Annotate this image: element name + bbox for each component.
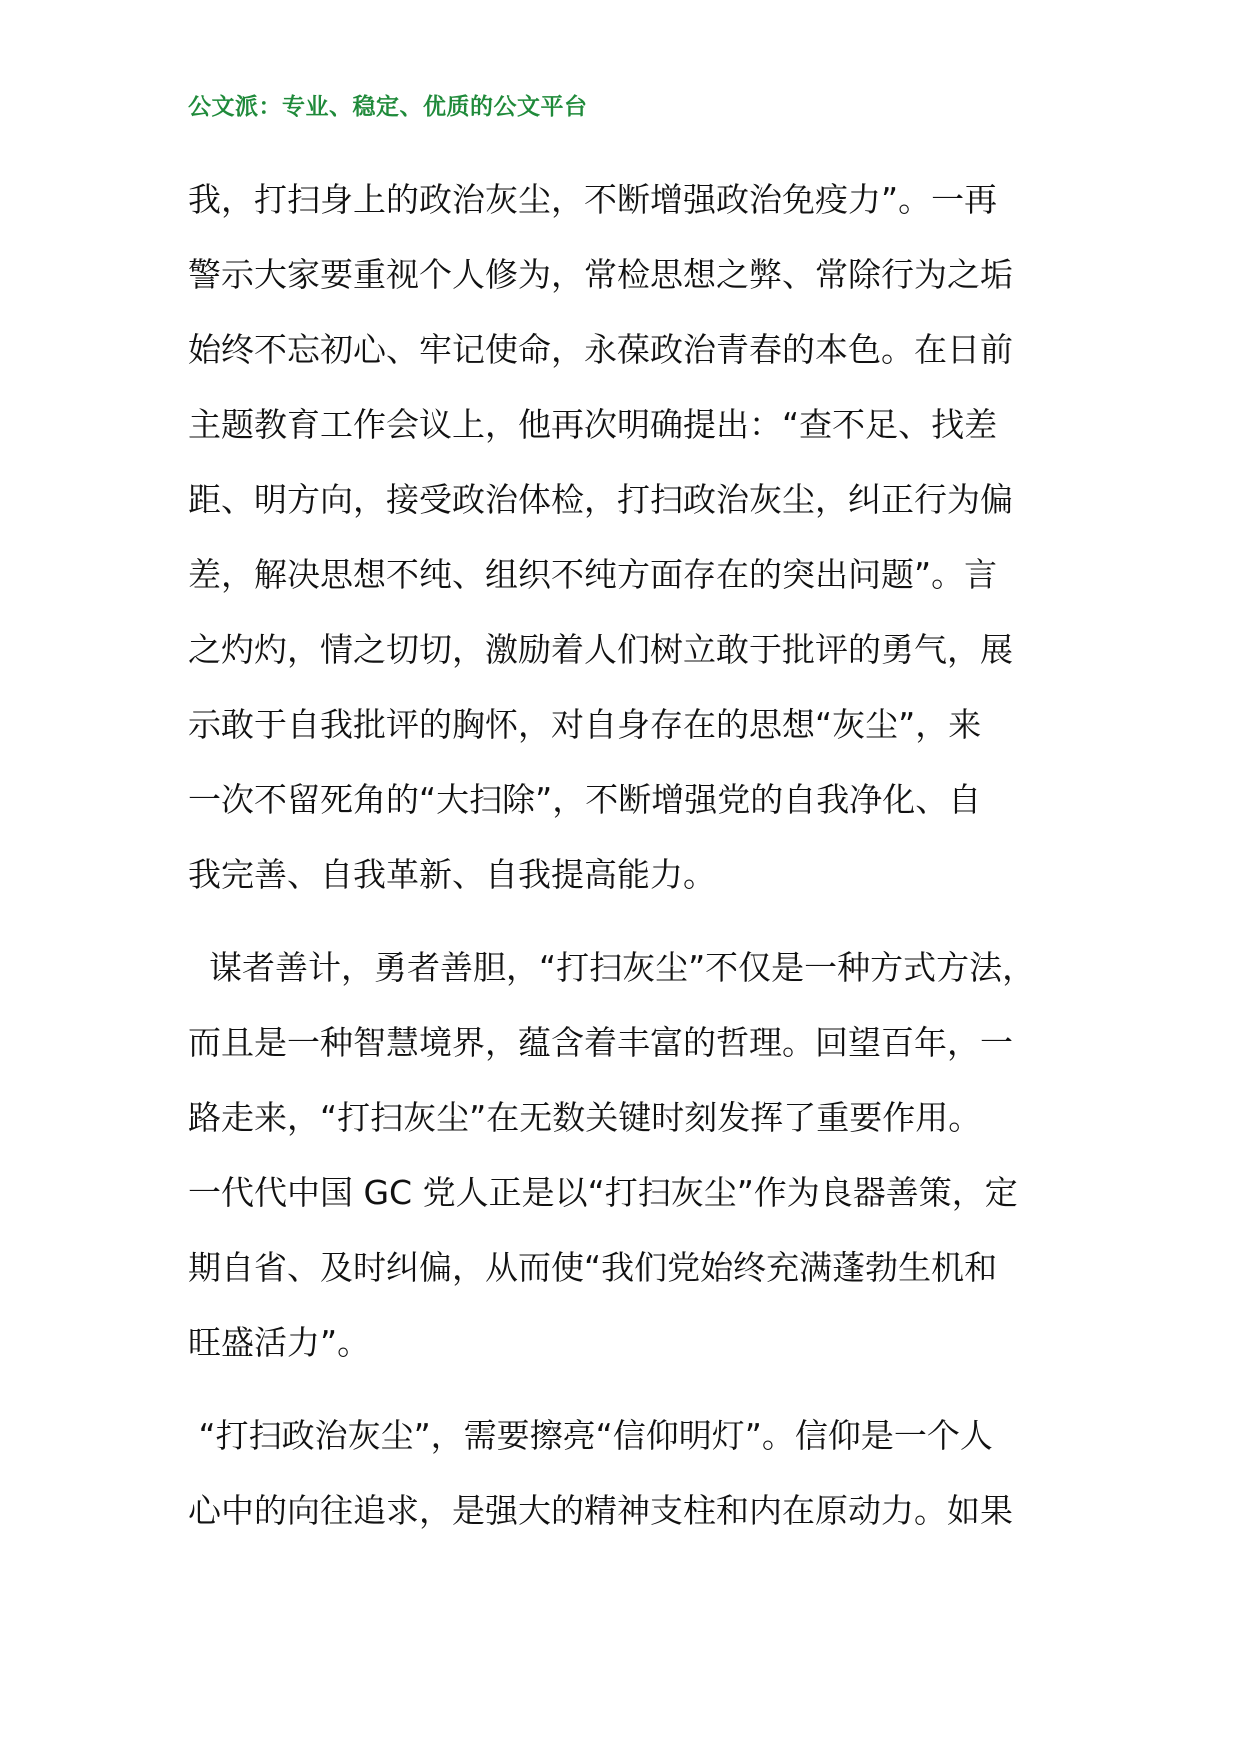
text-line: 警示大家要重视个人修为，常检思想之弊、常除行为之垢 [188,255,1013,294]
text-line: 之灼灼，情之切切，激励着人们树立敢于批评的勇气，展 [188,630,1013,669]
text-line: 距、明方向，接受政治体检，打扫政治灰尘，纠正行为偏 [188,480,1013,519]
text-line: 谋者善计，勇者善胆，“打扫灰尘”不仅是一种方式方法， [188,948,1036,987]
text-line: 路走来，“打扫灰尘”在无数关键时刻发挥了重要作用。 [188,1098,982,1137]
paragraph-2 [188,930,1068,1380]
text-line: 差，解决思想不纯、组织不纯方面存在的突出问题”。言 [188,555,998,594]
text-line: 而且是一种智慧境界，蕴含着丰富的哲理。回望百年，一 [188,1023,1013,1062]
text-line: “打扫政治灰尘”，需要擦亮“信仰明灯”。信仰是一个人 [188,1416,993,1455]
text-line: 心中的向往追求，是强大的精神支柱和内在原动力。如果 [188,1491,1013,1530]
text-line: 旺盛活力”。 [188,1323,371,1362]
text-line: 示敢于自我批评的胸怀，对自身存在的思想“灰尘”，来 [188,705,982,744]
text-line: 我完善、自我革新、自我提高能力。 [188,855,716,894]
text-line: 一代代中国 GC 党人正是以“打扫灰尘”作为良器善策，定 [188,1173,1018,1212]
text-line: 主题教育工作会议上，他再次明确提出：“查不足、找差 [188,405,998,444]
text-line: 期自省、及时纠偏，从而使“我们党始终充满蓬勃生机和 [188,1248,998,1287]
paragraph-1 [188,162,1068,912]
page-header-title: 公文派：专业、稳定、优质的公文平台 [188,93,588,120]
paragraph-spacer [188,1380,1068,1398]
document-body [188,162,1068,1548]
paragraph-3 [188,1398,1068,1548]
text-line: 我，打扫身上的政治灰尘，不断增强政治免疫力”。一再 [188,180,998,219]
paragraph-spacer [188,912,1068,930]
text-line: 始终不忘初心、牢记使命，永葆政治青春的本色。在日前 [188,330,1013,369]
text-line: 一次不留死角的“大扫除”，不断增强党的自我净化、自 [188,780,982,819]
